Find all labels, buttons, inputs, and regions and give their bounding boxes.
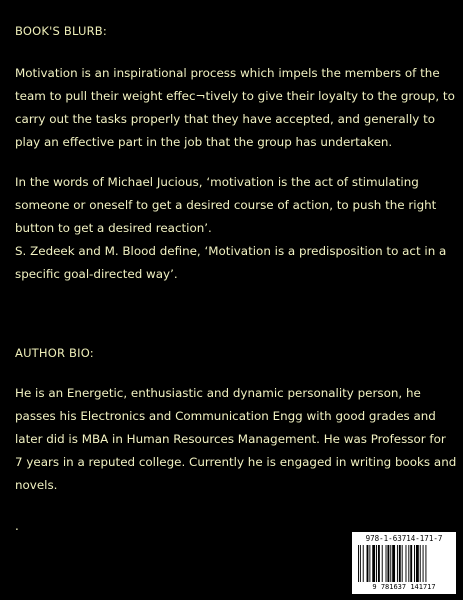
blurb-heading: BOOK'S BLURB: [15,24,107,38]
text-line: later did is MBA in Human Resources Management. He was Professor for [15,432,446,446]
text-line: In the words of Michael Jucious, ‘motivation is the act of stimulating [15,175,419,189]
blurb-paragraph-1 [15,62,455,154]
text-line: Motivation is an inspirational process which impels the members of the [15,66,440,80]
text-line: novels. [15,478,58,492]
blurb-paragraph-2 [15,171,455,286]
text-line: specific goal-directed way’. [15,267,178,281]
text-line: team to pull their weight effec¬tively to give their loyalty to the group, to [15,89,455,103]
text-line: He is an Energetic, enthusiastic and dynamic personality person, he [15,386,421,400]
text-line: S. Zedeek and M. Blood define, ‘Motivation is a predisposition to act in a [15,244,447,258]
text-line: passes his Electronics and Communication Engg with good grades and [15,409,436,423]
barcode-bars-icon [358,545,450,582]
text-line: carry out the tasks properly that they have accepted, and generally to [15,112,436,126]
text-line: someone or oneself to get a desired course of action, to push the right [15,198,437,212]
trailing-dot: . [15,519,19,533]
text-line: button to get a desired reaction’. [15,221,212,235]
text-line: 7 years in a reputed college. Currently he is engaged in writing books and [15,455,457,469]
isbn-number: 978-1-63714-171-7 [365,534,443,543]
author-bio-paragraph [15,382,455,497]
barcode-digits: 9 781637 141717 [372,583,436,591]
author-heading: AUTHOR BIO: [15,346,94,360]
text-line: play an effective part in the job that the group has undertaken. [15,135,393,149]
isbn-barcode [352,532,456,594]
